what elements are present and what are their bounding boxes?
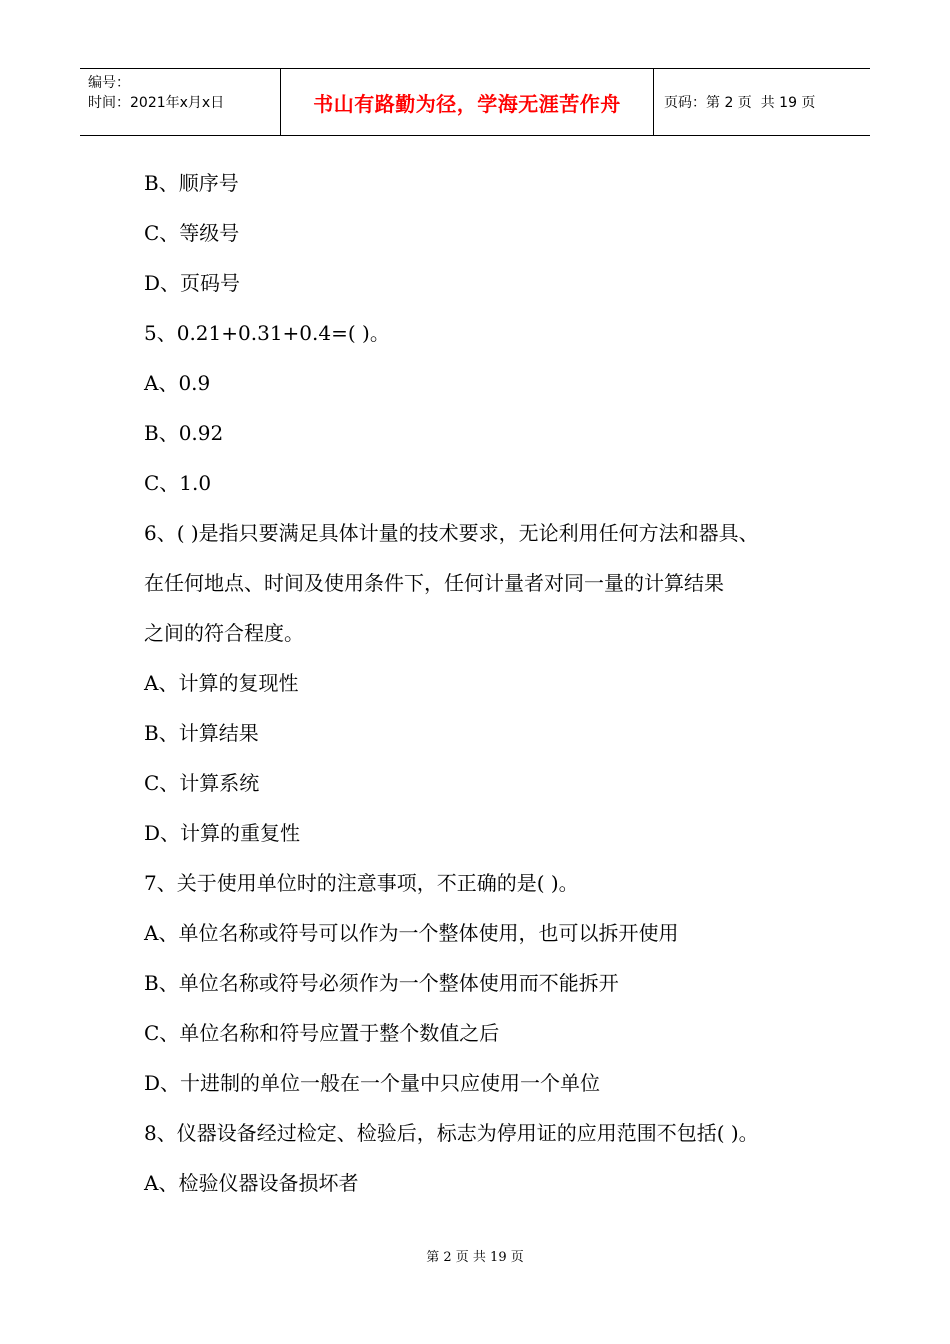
text-line: A、单位名称或符号可以作为一个整体使用，也可以拆开使用 (144, 921, 679, 945)
text-line: A、计算的复现性 (144, 671, 299, 695)
text-line: C、1.0 (144, 471, 212, 495)
text-line: 6、( )是指只要满足具体计量的技术要求，无论利用任何方法和器具、 (144, 521, 759, 545)
text-line: B、计算结果 (144, 721, 259, 745)
number-label: 编号： (88, 75, 130, 91)
text-line: D、十进制的单位一般在一个量中只应使用一个单位 (144, 1071, 601, 1095)
text-line: B、顺序号 (144, 171, 239, 195)
text-line: 7、关于使用单位时的注意事项，不正确的是( )。 (144, 871, 579, 895)
text-line: C、等级号 (144, 221, 240, 245)
page-header (80, 68, 870, 136)
page-footer: 第 2 页 共 19 页 (426, 1250, 524, 1265)
text-line: C、单位名称和符号应置于整个数值之后 (144, 1021, 500, 1045)
header-motto-cell (281, 69, 654, 135)
header-page-info: 页码：第 2 页 共 19 页 (664, 95, 816, 111)
text-line: D、计算的重复性 (144, 821, 301, 845)
date-label: 时间：2021年x月x日 (88, 95, 225, 111)
text-line: C、计算系统 (144, 771, 260, 795)
text-line: 在任何地点、时间及使用条件下，任何计量者对同一量的计算结果 (144, 571, 724, 595)
text-line: D、页码号 (144, 271, 241, 295)
header-motto: 书山有路勤为径，学海无涯苦作舟 (313, 91, 621, 116)
document-body (144, 158, 844, 1208)
text-line: B、单位名称或符号必须作为一个整体使用而不能拆开 (144, 971, 619, 995)
header-meta-cell (80, 69, 281, 135)
text-line: 8、仪器设备经过检定、检验后，标志为停用证的应用范围不包括( )。 (144, 1121, 759, 1145)
text-line: 之间的符合程度。 (144, 621, 304, 645)
text-line: 5、0.21+0.31+0.4=( )。 (144, 321, 390, 345)
header-page-cell (654, 69, 870, 135)
text-line: A、0.9 (144, 371, 211, 395)
text-line: A、检验仪器设备损坏者 (144, 1171, 359, 1195)
text-line: B、0.92 (144, 421, 224, 445)
